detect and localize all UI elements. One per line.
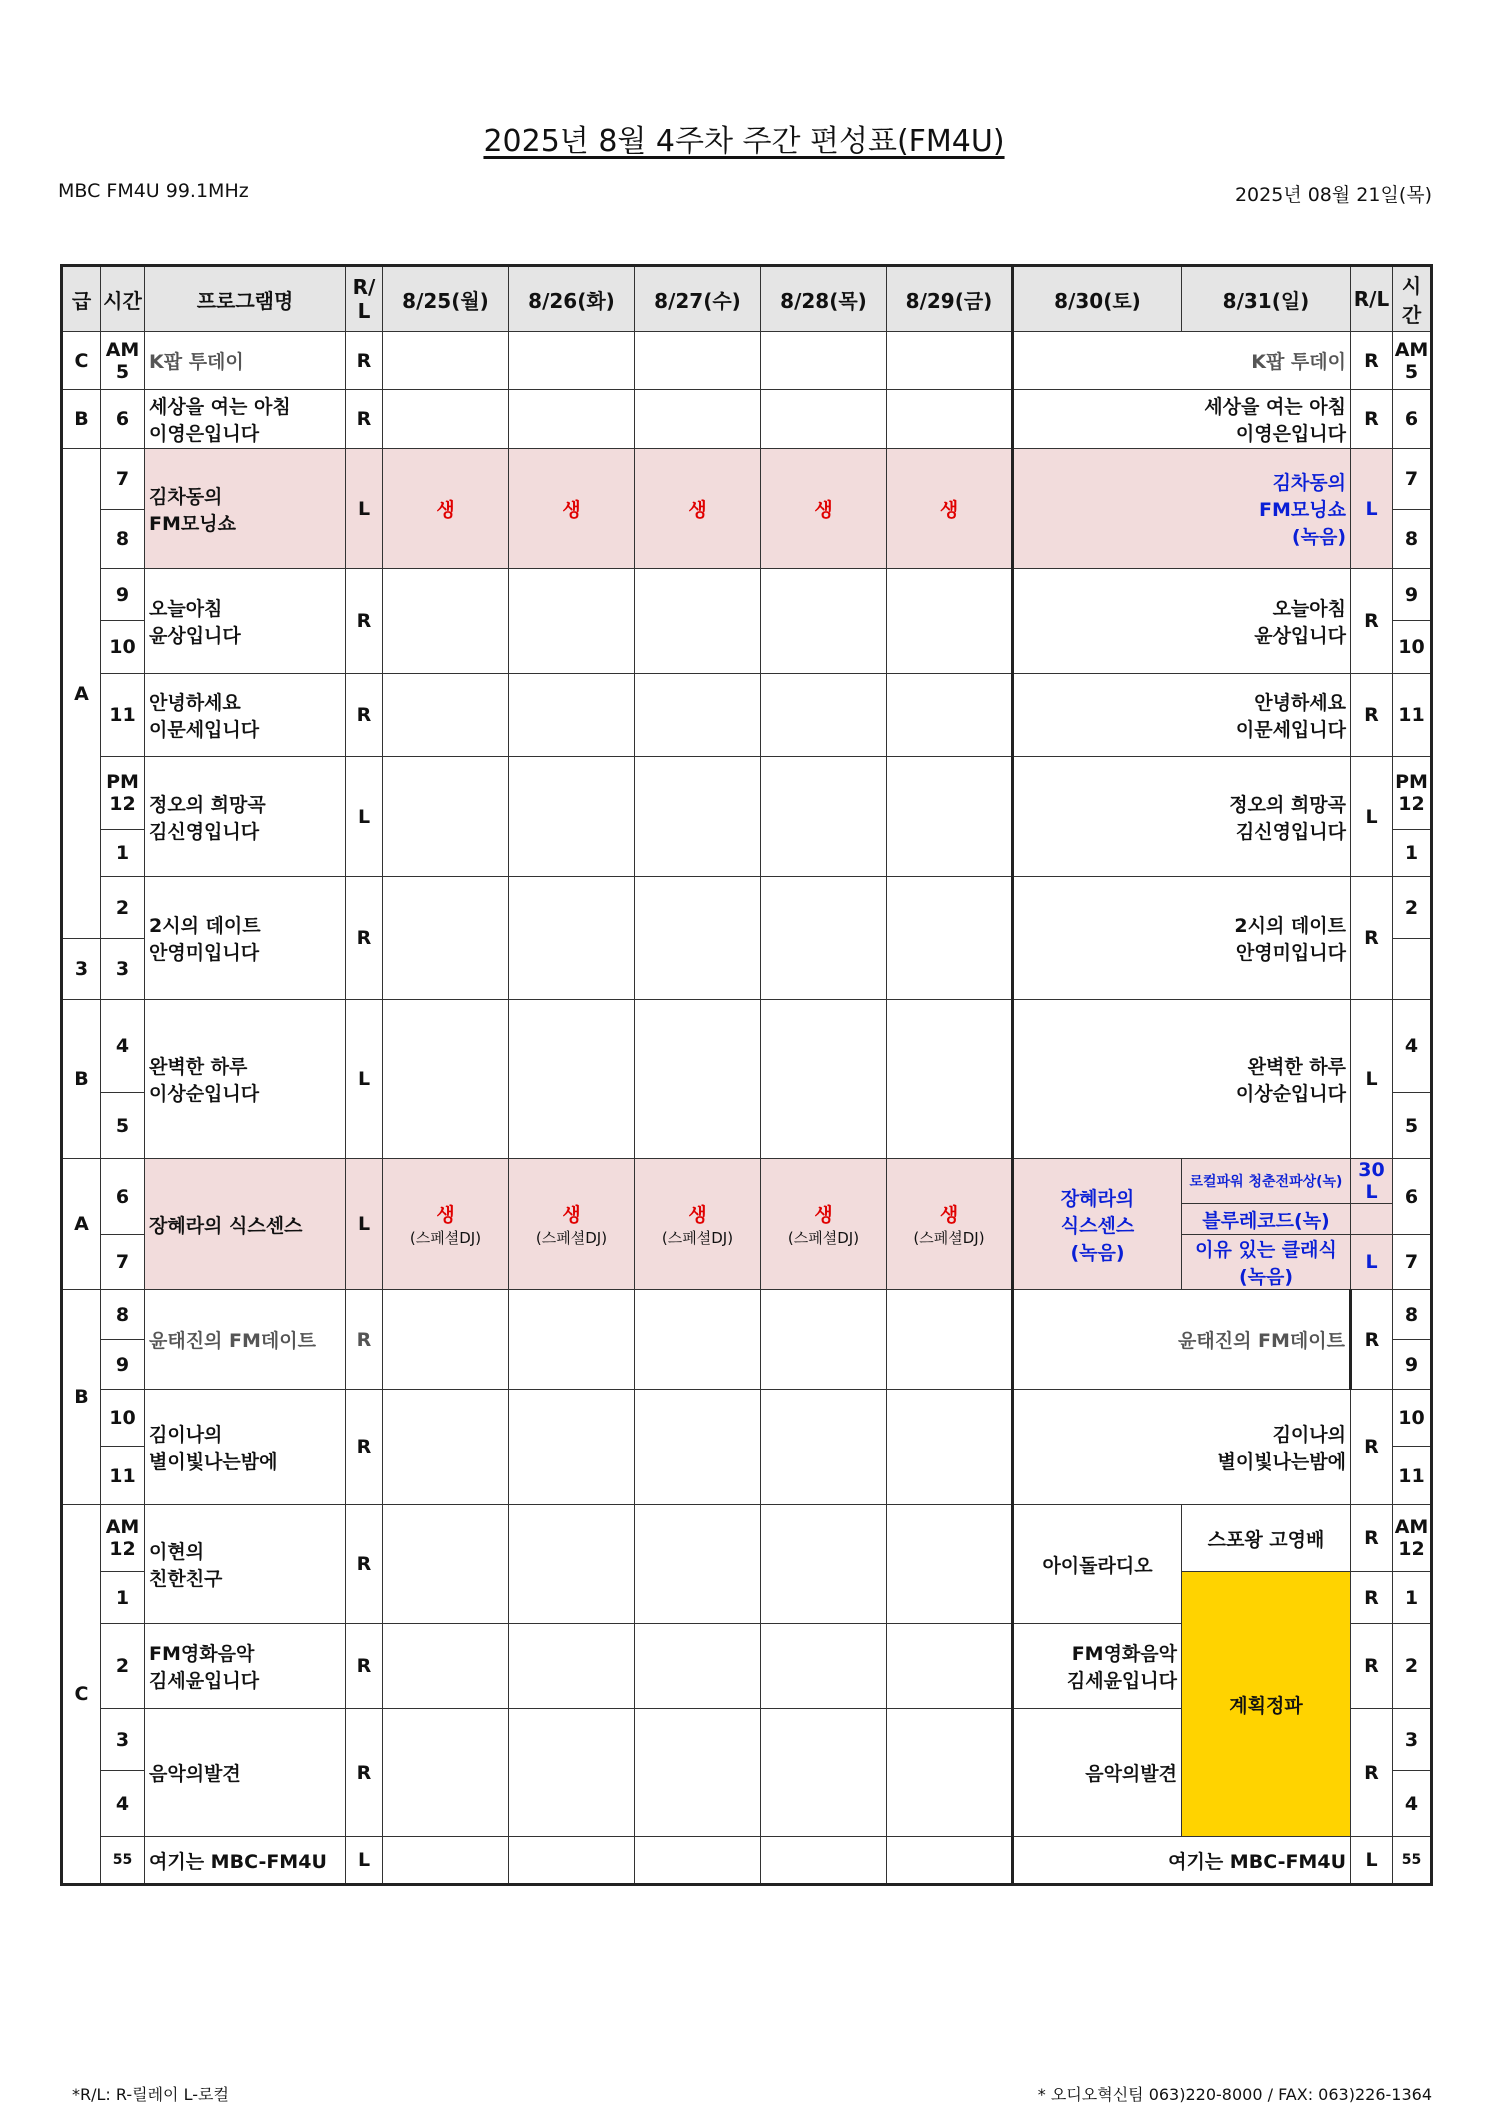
program-name: 2시의 데이트 안영미입니다: [145, 877, 346, 1000]
live-mark: 생 (스페셜DJ): [509, 1159, 635, 1290]
rl-cell: L: [346, 757, 383, 877]
grade-cell: A: [62, 449, 101, 939]
weekend-program: 정오의 희망곡 김신영입니다: [1013, 757, 1351, 877]
weekend-program: 안녕하세요 이문세입니다: [1013, 674, 1351, 757]
table-row: [62, 1000, 1432, 1093]
grade-cell: B: [62, 1000, 101, 1159]
time-cell: 10: [101, 621, 145, 674]
table-row: [62, 757, 1432, 830]
time-cell: 1: [1393, 830, 1432, 877]
table-row: [62, 877, 1432, 939]
rl-cell: L: [1351, 757, 1393, 877]
table-row: [62, 390, 1432, 449]
rl-cell: R: [346, 877, 383, 1000]
time-cell: 6: [1393, 390, 1432, 449]
live-mark: 생: [383, 449, 509, 569]
time-cell: 4: [1393, 1000, 1432, 1093]
rl-cell: R: [1351, 877, 1393, 1000]
table-row: [62, 449, 1432, 510]
program-name: 이현의 친한친구: [145, 1505, 346, 1624]
live-mark: 생 (스페셜DJ): [887, 1159, 1013, 1290]
grade-cell: B: [62, 1290, 101, 1505]
grade-cell: B: [62, 390, 101, 449]
time-cell: AM 12: [1393, 1505, 1432, 1572]
schedule-table: [60, 264, 1433, 1886]
time-cell: 55: [1393, 1837, 1432, 1885]
rl-cell: L: [1351, 1000, 1393, 1159]
rl-cell: R: [1351, 1624, 1393, 1709]
contact-info: * 오디오혁신팀 063)220-8000 / FAX: 063)226-1364: [1037, 2085, 1432, 2104]
program-name: K팝 투데이: [145, 332, 346, 390]
table-row: [62, 1159, 1432, 1204]
program-name: 음악의발견: [145, 1709, 346, 1837]
time-cell: PM 12: [101, 757, 145, 830]
rl-cell: L: [346, 449, 383, 569]
live-mark: 생: [887, 449, 1013, 569]
rl-cell: R: [1351, 1572, 1393, 1624]
time-cell: AM 5: [101, 332, 145, 390]
live-mark: 생 (스페셜DJ): [761, 1159, 887, 1290]
rl-cell: L: [1351, 1235, 1393, 1290]
grade-cell: A: [62, 1159, 101, 1290]
rl-cell: R: [1351, 1505, 1393, 1572]
weekend-program: 오늘아침 윤상입니다: [1013, 569, 1351, 674]
program-name: 완벽한 하루 이상순입니다: [145, 1000, 346, 1159]
time-cell: 10: [1393, 621, 1432, 674]
time-cell: 7: [101, 1235, 145, 1290]
weekend-program: K팝 투데이: [1013, 332, 1351, 390]
rl-cell: L: [346, 1000, 383, 1159]
rl-cell: R: [1351, 1390, 1393, 1505]
time-cell: 6: [1393, 1159, 1432, 1235]
time-cell: 9: [101, 1340, 145, 1390]
grade-cell: C: [62, 332, 101, 390]
time-cell: 7: [101, 449, 145, 510]
program-name: 오늘아침 윤상입니다: [145, 569, 346, 674]
header-grade: 급: [62, 266, 101, 332]
time-cell: 7: [1393, 449, 1432, 510]
program-name: 김차동의 FM모닝쇼: [145, 449, 346, 569]
program-name: 윤태진의 FM데이트: [145, 1290, 346, 1390]
weekend-program: 아이돌라디오: [1013, 1505, 1182, 1624]
time-cell: 11: [101, 674, 145, 757]
rl-legend: *R/L: R-릴레이 L-로컬: [72, 2085, 229, 2104]
rl-cell: R: [1351, 569, 1393, 674]
time-cell: 11: [1393, 674, 1432, 757]
rl-cell: R: [1351, 674, 1393, 757]
header-rl-weekend: R/L: [1351, 266, 1393, 332]
header-day-fri: 8/29(금): [887, 266, 1013, 332]
rl-cell: L: [1351, 449, 1393, 569]
time-cell: 2: [101, 1624, 145, 1709]
time-cell: 1: [1393, 1572, 1432, 1624]
live-mark: 생 (스페셜DJ): [635, 1159, 761, 1290]
rl-cell: R: [346, 390, 383, 449]
grade-cell: C: [62, 1505, 101, 1885]
station-frequency: MBC FM4U 99.1MHz: [58, 180, 249, 202]
program-name: 정오의 희망곡 김신영입니다: [145, 757, 346, 877]
live-mark: 생: [761, 449, 887, 569]
rl-cell: 30 L: [1351, 1159, 1393, 1204]
time-cell: 4: [101, 1771, 145, 1837]
header-time: 시간: [101, 266, 145, 332]
header-day-thu: 8/28(목): [761, 266, 887, 332]
table-row: [62, 569, 1432, 621]
rl-cell: R: [1351, 390, 1393, 449]
time-cell: 4: [101, 1000, 145, 1093]
time-cell: 1: [101, 1572, 145, 1624]
time-cell: 3: [1393, 1709, 1432, 1771]
table-row: [62, 1390, 1432, 1447]
program-name: 세상을 여는 아침 이영은입니다: [145, 390, 346, 449]
program-name: 장혜라의 식스센스: [145, 1159, 346, 1290]
page-title: 2025년 8월 4주차 주간 편성표(FM4U): [483, 124, 1005, 159]
time-cell: 5: [1393, 1093, 1432, 1159]
time-cell: 4: [1393, 1771, 1432, 1837]
rl-cell: R: [346, 1390, 383, 1505]
time-cell: 8: [1393, 1290, 1432, 1340]
time-cell: 2: [1393, 877, 1432, 939]
time-cell: 8: [101, 510, 145, 569]
weekend-program: 스포왕 고영배: [1182, 1505, 1351, 1572]
header-day-tue: 8/26(화): [509, 266, 635, 332]
table-row: [62, 332, 1432, 390]
weekend-program: 이유 있는 클래식 (녹음): [1182, 1235, 1351, 1290]
live-mark: 생: [635, 449, 761, 569]
weekend-program: 블루레코드(녹): [1182, 1204, 1351, 1235]
time-cell: 8: [1393, 510, 1432, 569]
rl-cell: R: [346, 1290, 383, 1390]
rl-cell: L: [346, 1837, 383, 1885]
table-row: [62, 1505, 1432, 1572]
table-row: [62, 674, 1432, 757]
weekend-program: 여기는 MBC-FM4U: [1013, 1837, 1351, 1885]
time-cell: 5: [101, 1093, 145, 1159]
rl-cell: R: [346, 1624, 383, 1709]
time-cell: 9: [1393, 569, 1432, 621]
weekend-program: 장혜라의 식스센스 (녹음): [1013, 1159, 1182, 1290]
time-cell: 3: [101, 1709, 145, 1771]
time-cell: 3: [62, 939, 101, 1000]
time-cell: 55: [101, 1837, 145, 1885]
header-rl: R/ L: [346, 266, 383, 332]
program-name: 여기는 MBC-FM4U: [145, 1837, 346, 1885]
rl-cell: R: [346, 1709, 383, 1837]
rl-cell: L: [346, 1159, 383, 1290]
rl-cell: R: [1351, 1290, 1393, 1390]
time-cell: 1: [101, 830, 145, 877]
header-day-mon: 8/25(월): [383, 266, 509, 332]
rl-cell: R: [346, 569, 383, 674]
planned-broadcast-pause: 계획정파: [1182, 1572, 1351, 1837]
rl-cell: R: [346, 674, 383, 757]
time-cell: 6: [101, 1159, 145, 1235]
live-mark: 생 (스페셜DJ): [383, 1159, 509, 1290]
weekend-program: 윤태진의 FM데이트: [1013, 1290, 1351, 1390]
time-cell: 9: [101, 569, 145, 621]
weekend-program: 음악의발견: [1013, 1709, 1182, 1837]
weekend-program: 김차동의 FM모닝쇼 (녹음): [1013, 449, 1351, 569]
time-cell: 2: [101, 877, 145, 939]
program-name: 안녕하세요 이문세입니다: [145, 674, 346, 757]
time-cell: 6: [101, 390, 145, 449]
time-cell: AM 5: [1393, 332, 1432, 390]
time-cell: PM 12: [1393, 757, 1432, 830]
header-program: 프로그램명: [145, 266, 346, 332]
rl-cell: R: [1351, 1709, 1393, 1837]
header-day-sat: 8/30(토): [1013, 266, 1182, 332]
time-cell: 11: [101, 1447, 145, 1505]
rl-cell: R: [346, 332, 383, 390]
time-cell: 8: [101, 1290, 145, 1340]
rl-cell: R: [1351, 332, 1393, 390]
header-day-wed: 8/27(수): [635, 266, 761, 332]
weekend-program: 완벽한 하루 이상순입니다: [1013, 1000, 1351, 1159]
time-cell: 7: [1393, 1235, 1432, 1290]
time-cell: 9: [1393, 1340, 1432, 1390]
weekend-program: 세상을 여는 아침 이영은입니다: [1013, 390, 1351, 449]
time-cell: 3: [101, 939, 145, 1000]
live-mark: 생: [509, 449, 635, 569]
issue-date: 2025년 08월 21일(목): [1234, 184, 1432, 206]
weekend-program: 김이나의 별이빛나는밤에: [1013, 1390, 1351, 1505]
weekend-program: FM영화음악 김세윤입니다: [1013, 1624, 1182, 1709]
program-name: FM영화음악 김세윤입니다: [145, 1624, 346, 1709]
time-cell: 11: [1393, 1447, 1432, 1505]
time-cell: 10: [1393, 1390, 1432, 1447]
table-row: [62, 1837, 1432, 1885]
weekend-program: 2시의 데이트 안영미입니다: [1013, 877, 1351, 1000]
header-row: [62, 266, 1432, 332]
rl-cell: L: [1351, 1837, 1393, 1885]
time-cell: 10: [101, 1390, 145, 1447]
program-name: 김이나의 별이빛나는밤에: [145, 1390, 346, 1505]
time-cell: 2: [1393, 1624, 1432, 1709]
rl-cell: R: [346, 1505, 383, 1624]
header-time-right: 시 간: [1393, 266, 1432, 332]
table-row: [62, 1290, 1432, 1340]
header-day-sun: 8/31(일): [1182, 266, 1351, 332]
time-cell: AM 12: [101, 1505, 145, 1572]
weekend-program: 로컬파워 청춘전파상(녹): [1182, 1159, 1351, 1204]
